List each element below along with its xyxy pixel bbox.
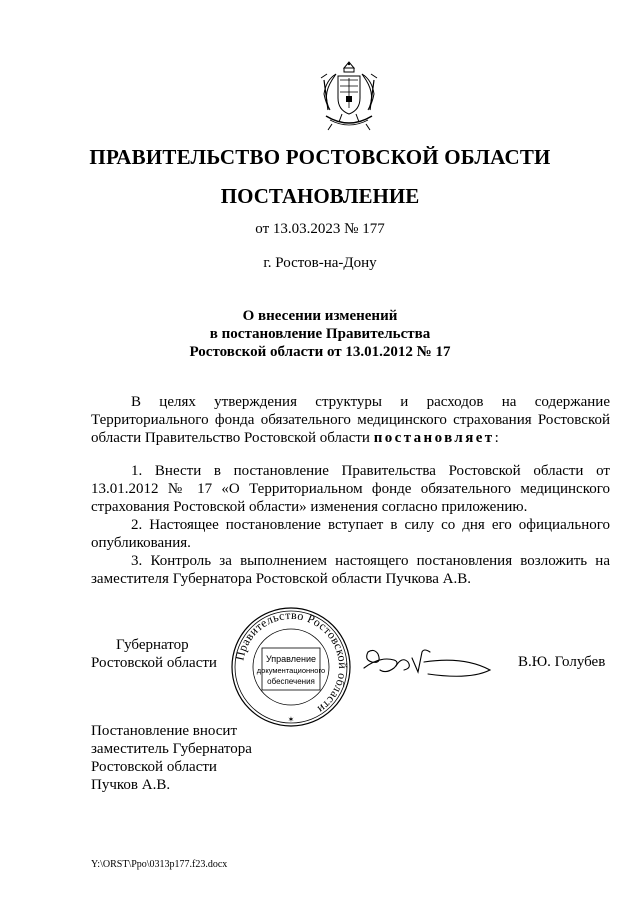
government-title: ПРАВИТЕЛЬСТВО РОСТОВСКОЙ ОБЛАСТИ xyxy=(89,145,551,169)
seal-outer-text: Правительство Ростовской области xyxy=(232,607,351,717)
list-item: 1. Внести в постановление Правительства Ростовской области от 13.01.2012 № 17 «О Территориальном фонде обязательного медицинского страхования Ростовской области» изменения согласно приложению. xyxy=(91,463,610,515)
list-item: 3. Контроль за выполнением настоящего постановления возложить на заместителя Губернатора Ростовской области Пучкова А.В. xyxy=(91,553,610,587)
role-line: Ростовской области xyxy=(91,655,217,671)
introduced-line: Ростовской области xyxy=(91,759,217,775)
resolution-items xyxy=(91,462,610,588)
file-path: Y:\ORST\Ppo\0313p177.f23.docx xyxy=(91,859,228,870)
introduced-line: Пучков А.В. xyxy=(91,777,171,793)
handwritten-signature xyxy=(360,640,495,684)
date-number: от 13.03.2023 № 177 xyxy=(255,221,385,237)
signatory-role xyxy=(91,636,217,672)
preamble-tail: : xyxy=(494,430,499,446)
introduced-line: Постановление вносит xyxy=(91,723,238,739)
subject-line: в постановление Правительства xyxy=(209,326,431,342)
subject-line: О внесении изменений xyxy=(242,308,398,324)
subject-line: Ростовской области от 13.01.2012 № 17 xyxy=(189,344,451,360)
preamble-text: В целях утверждения структуры и расходов на содержание Территориального фонда обязательного медицинского страхования Ростовской области Правительство Ростовской области xyxy=(91,394,610,446)
seal-inner-line: обеспечения xyxy=(267,677,315,686)
preamble-paragraph xyxy=(91,393,610,447)
role-line: Губернатор xyxy=(116,637,189,653)
list-item: 2. Настоящее постановление вступает в силу со дня его официального опубликования. xyxy=(91,517,610,551)
signatory-name: В.Ю. Голубев xyxy=(518,654,606,670)
seal-inner-line: Управление xyxy=(265,654,317,664)
official-seal-icon xyxy=(230,606,352,728)
svg-text:✶: ✶ xyxy=(287,715,295,724)
document-type: ПОСТАНОВЛЕНИЕ xyxy=(220,184,420,208)
coat-of-arms-icon xyxy=(318,60,380,132)
preamble-keyword: постановляет xyxy=(373,430,495,446)
seal-inner-line: документационного xyxy=(256,666,326,675)
city: г. Ростов-на-Дону xyxy=(263,255,377,271)
introduced-line: заместитель Губернатора xyxy=(91,741,252,757)
introduced-by xyxy=(91,722,252,794)
document-subject xyxy=(0,307,640,361)
